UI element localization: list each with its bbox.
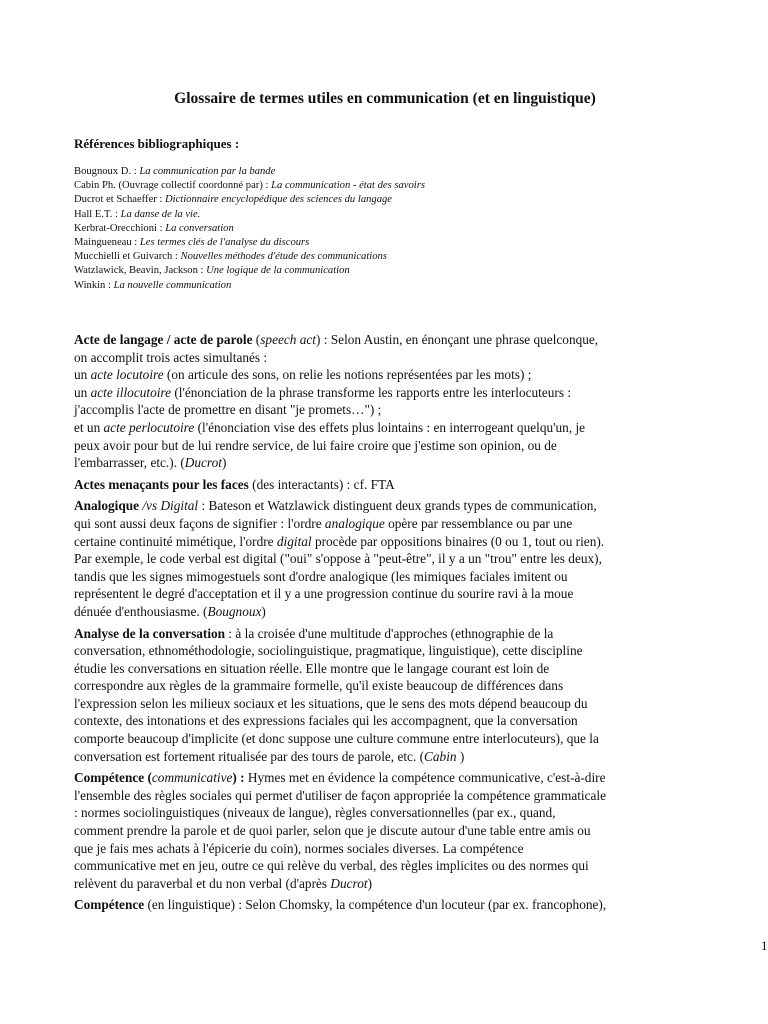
glossary-body [74,331,696,918]
entry-analogique: Analogique /vs Digital : Bateson et Watzlawick distinguent deux grands types de communication, qui sont aussi deux façons de signifier : l'ordre analogique opère par ressemblance ou par une certaine continuité mimétique, l'ordre digital procède par oppositions binaires (0 ou 1, tout ou rien). Par exemple, le code verbal est digital ("oui" s'oppose à "peut-être", il y a un "trou" entre les deux), tandis que les signes mimogestuels sont d'ordre analogique (les mimiques faciales imitent ou représentent le degré d'acceptation et il y a une progression continue du sourire ravi à la moue dénuée d'enthousiasme. (Bougnoux) [74,498,605,619]
reference-item: Ducrot et Schaeffer : Dictionnaire encyclopédique des sciences du langage [74,194,393,206]
reference-item: Maingueneau : Les termes clés de l'analyse du discours [74,237,310,249]
entry-competence-linguistique: Compétence (en linguistique) : Selon Chomsky, la compétence d'un locuteur (par ex. francophone), [74,897,607,913]
page-number: 1 [761,938,768,953]
references-heading: Références bibliographiques : [74,136,240,151]
reference-item: Bougnoux D. : La communication par la bande [74,166,276,177]
reference-item: Hall E.T. : La danse de la vie. [74,208,201,220]
entry-acte-de-langage: Acte de langage / acte de parole (speech act) : Selon Austin, en énonçant une phrase quelconque, on accomplit trois actes simultanés : un acte locutoire (on articule des sons, on relie les notions représentées par les mots) ; un acte illocutoire (l'énonciation de la phrase transforme les rapports entre les interlocuteurs : j'accomplis l'acte de promettre en disant "je promets…") ; et un acte perlocutoire (l'énonciation vise des effets plus lointains : en interrogeant quelqu'un, je peux avoir pour but de lui rendre service, de lui faire croire que j'estime son opinion, ou de l'embarrasser, etc.). (Ducrot) [74,332,599,471]
entry-analyse-conversation: Analyse de la conversation : à la croisée d'une multitude d'approches (ethnographie de la conversation, ethnométhodologie, sociolinguistique, pragmatique, linguistique), cette discipline étudie les conversations en situation réelle. Elle montre que le langage courant est loin de correspondre aux règles de la grammaire formelle, qu'il existe beaucoup de différences dans l'expression selon les milieux sociaux et les situations, que le sens des mots dépend beaucoup du contexte, des intonations et des expressions faciales qui les accompagnent, que la conversation comporte beaucoup d'implicite (et donc suppose une culture commune entre interlocuteurs), que la conversation est fortement ritualisée par des tours de parole, etc. (Cabin ) [74,625,599,764]
entry-competence-communicative: Compétence (communicative) : Hymes met en évidence la compétence communicative, c'est-à-dire l'ensemble des règles sociales qui permet d'utiliser de façon appropriée la compétence grammaticale : normes sociolinguistiques (niveaux de langue), règles conversationnelles (par ex., quand, comment prendre la parole et de quoi parler, selon que je discute autour d'une table entre amis ou que je fais mes achats à l'épicerie du coin), normes sociales diverses. La compétence communicative met en jeu, outre ce qui relève du verbal, des règles implicites ou des normes qui relèvent du paraverbal et du non verbal (d'après Ducrot) [74,770,607,891]
reference-item: Mucchielli et Guivarch : Nouvelles méthodes d'étude des communications [74,251,387,263]
reference-item: Winkin : La nouvelle communication [74,279,232,291]
references-list [74,165,425,293]
reference-item: Kerbrat-Orecchioni : La conversation [74,222,234,234]
reference-item: Watzlawick, Beavin, Jackson : Une logique de la communication [74,265,350,277]
entry-actes-menacants: Actes menaçants pour les faces (des interactants) : cf. FTA [74,476,395,492]
document-title: Glossaire de termes utiles en communication (et en linguistique) [174,90,596,107]
reference-item: Cabin Ph. (Ouvrage collectif coordonné par) : La communication - état des savoirs [74,180,425,192]
